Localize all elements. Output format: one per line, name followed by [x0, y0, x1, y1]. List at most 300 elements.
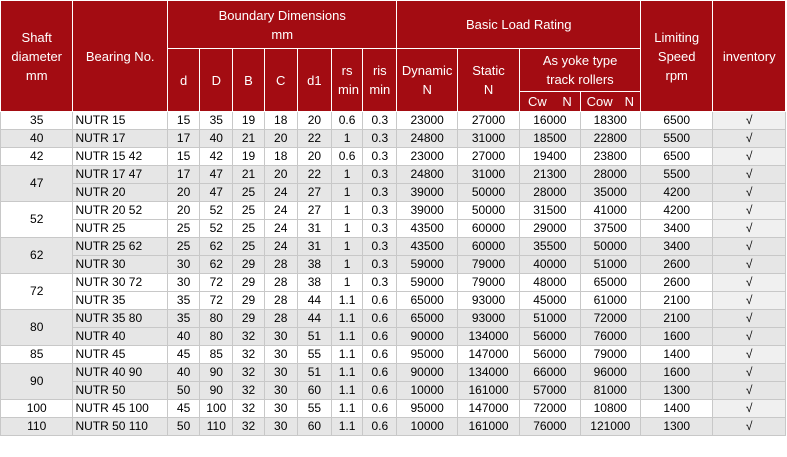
speed-cell: 2600: [640, 256, 712, 274]
D-cell: 72: [200, 274, 233, 292]
d-cell: 17: [168, 166, 200, 184]
inv-cell: √: [713, 112, 786, 130]
cw-cell: 48000: [520, 274, 580, 292]
cow-cell: 51000: [580, 256, 640, 274]
header-bearing-no: Bearing No.: [73, 1, 168, 112]
inv-cell: √: [713, 382, 786, 400]
inv-cell: √: [713, 418, 786, 436]
dynamic-cell: 65000: [397, 310, 457, 328]
D-cell: 52: [200, 220, 233, 238]
bearing-no-cell: NUTR 40 90: [73, 364, 168, 382]
header-d: d: [168, 49, 200, 112]
speed-cell: 4200: [640, 184, 712, 202]
dynamic-cell: 43500: [397, 238, 457, 256]
cow-cell: 35000: [580, 184, 640, 202]
static-cell: 27000: [457, 112, 519, 130]
inv-cell: √: [713, 148, 786, 166]
rs-cell: 1.1: [332, 328, 363, 346]
rs-cell: 1.1: [332, 382, 363, 400]
inv-cell: √: [713, 274, 786, 292]
rs-cell: 1.1: [332, 292, 363, 310]
B-cell: 21: [233, 130, 264, 148]
speed-cell: 3400: [640, 238, 712, 256]
table-row: [1, 112, 786, 130]
C-cell: 24: [264, 184, 297, 202]
header-boundary-dimensions: Boundary Dimensions mm: [168, 1, 397, 49]
cw-cell: 31500: [520, 202, 580, 220]
D-cell: 80: [200, 310, 233, 328]
bearing-no-cell: NUTR 30 72: [73, 274, 168, 292]
dynamic-cell: 90000: [397, 328, 457, 346]
speed-cell: 5500: [640, 166, 712, 184]
speed-cell: 6500: [640, 148, 712, 166]
dynamic-cell: 10000: [397, 382, 457, 400]
speed-cell: 1300: [640, 382, 712, 400]
static-cell: 134000: [457, 328, 519, 346]
shaft-diameter-cell: 72: [1, 274, 73, 310]
dynamic-cell: 95000: [397, 346, 457, 364]
ris-cell: 0.3: [363, 238, 397, 256]
cow-cell: 18300: [580, 112, 640, 130]
C-cell: 30: [264, 382, 297, 400]
shaft-diameter-cell: 52: [1, 202, 73, 238]
static-cell: 60000: [457, 238, 519, 256]
table-row: [1, 184, 786, 202]
D-cell: 110: [200, 418, 233, 436]
d-cell: 35: [168, 292, 200, 310]
D-cell: 100: [200, 400, 233, 418]
cow-cell: 37500: [580, 220, 640, 238]
speed-cell: 3400: [640, 220, 712, 238]
cw-cell: 16000: [520, 112, 580, 130]
table-row: [1, 274, 786, 292]
shaft-diameter-cell: 35: [1, 112, 73, 130]
shaft-diameter-cell: 110: [1, 418, 73, 436]
inv-cell: √: [713, 292, 786, 310]
d1-cell: 51: [297, 364, 331, 382]
bearing-no-cell: NUTR 45 100: [73, 400, 168, 418]
D-cell: 72: [200, 292, 233, 310]
C-cell: 28: [264, 274, 297, 292]
inv-cell: √: [713, 364, 786, 382]
rs-cell: 1: [332, 166, 363, 184]
header-static: Static N: [457, 49, 519, 112]
dynamic-cell: 59000: [397, 274, 457, 292]
bearing-no-cell: NUTR 25 62: [73, 238, 168, 256]
speed-cell: 1400: [640, 346, 712, 364]
D-cell: 62: [200, 238, 233, 256]
header-cw-label: Cw: [528, 94, 547, 109]
header-C: C: [264, 49, 297, 112]
inv-cell: √: [713, 256, 786, 274]
cw-cell: 57000: [520, 382, 580, 400]
speed-cell: 1600: [640, 364, 712, 382]
inv-cell: √: [713, 166, 786, 184]
cw-cell: 19400: [520, 148, 580, 166]
cw-cell: 21300: [520, 166, 580, 184]
rs-cell: 1: [332, 220, 363, 238]
table-row: [1, 238, 786, 256]
header-rs-min: rs min: [332, 49, 363, 112]
cow-cell: 72000: [580, 310, 640, 328]
dynamic-cell: 24800: [397, 130, 457, 148]
header-limiting-speed: Limiting Speed rpm: [640, 1, 712, 112]
d1-cell: 60: [297, 418, 331, 436]
header-B: B: [233, 49, 264, 112]
B-cell: 19: [233, 112, 264, 130]
cw-cell: 45000: [520, 292, 580, 310]
cw-cell: 29000: [520, 220, 580, 238]
static-cell: 147000: [457, 346, 519, 364]
B-cell: 32: [233, 346, 264, 364]
B-cell: 29: [233, 310, 264, 328]
d-cell: 17: [168, 130, 200, 148]
inv-cell: √: [713, 238, 786, 256]
static-cell: 31000: [457, 166, 519, 184]
C-cell: 18: [264, 112, 297, 130]
d-cell: 15: [168, 112, 200, 130]
speed-cell: 1400: [640, 400, 712, 418]
ris-cell: 0.3: [363, 256, 397, 274]
inv-cell: √: [713, 328, 786, 346]
C-cell: 24: [264, 220, 297, 238]
B-cell: 32: [233, 328, 264, 346]
static-cell: 79000: [457, 256, 519, 274]
header-cow-label: Cow: [586, 94, 613, 109]
B-cell: 21: [233, 166, 264, 184]
ris-cell: 0.3: [363, 274, 397, 292]
cow-cell: 41000: [580, 202, 640, 220]
header-inventory: inventory: [713, 1, 786, 112]
D-cell: 85: [200, 346, 233, 364]
d1-cell: 20: [297, 148, 331, 166]
ris-cell: 0.6: [363, 346, 397, 364]
cow-cell: 76000: [580, 328, 640, 346]
rs-cell: 1: [332, 238, 363, 256]
speed-cell: 1300: [640, 418, 712, 436]
D-cell: 90: [200, 364, 233, 382]
d-cell: 25: [168, 220, 200, 238]
table-row: [1, 346, 786, 364]
bearing-no-cell: NUTR 50: [73, 382, 168, 400]
rs-cell: 1.1: [332, 310, 363, 328]
static-cell: 79000: [457, 274, 519, 292]
inv-cell: √: [713, 130, 786, 148]
C-cell: 30: [264, 346, 297, 364]
table-row: [1, 220, 786, 238]
d-cell: 50: [168, 382, 200, 400]
speed-cell: 2600: [640, 274, 712, 292]
static-cell: 27000: [457, 148, 519, 166]
d1-cell: 38: [297, 256, 331, 274]
d1-cell: 51: [297, 328, 331, 346]
cow-cell: 22800: [580, 130, 640, 148]
table-row: [1, 364, 786, 382]
speed-cell: 6500: [640, 112, 712, 130]
B-cell: 19: [233, 148, 264, 166]
B-cell: 32: [233, 400, 264, 418]
dynamic-cell: 90000: [397, 364, 457, 382]
header-shaft-diameter: Shaft diameter mm: [1, 1, 73, 112]
inv-cell: √: [713, 220, 786, 238]
d1-cell: 55: [297, 346, 331, 364]
B-cell: 29: [233, 256, 264, 274]
dynamic-cell: 43500: [397, 220, 457, 238]
D-cell: 90: [200, 382, 233, 400]
B-cell: 25: [233, 202, 264, 220]
d-cell: 25: [168, 238, 200, 256]
speed-cell: 4200: [640, 202, 712, 220]
rs-cell: 1: [332, 130, 363, 148]
rs-cell: 1: [332, 274, 363, 292]
ris-cell: 0.6: [363, 400, 397, 418]
d1-cell: 44: [297, 292, 331, 310]
table-row: [1, 328, 786, 346]
cow-cell: 23800: [580, 148, 640, 166]
shaft-diameter-cell: 47: [1, 166, 73, 202]
static-cell: 31000: [457, 130, 519, 148]
C-cell: 28: [264, 256, 297, 274]
shaft-diameter-cell: 40: [1, 130, 73, 148]
d-cell: 45: [168, 400, 200, 418]
d-cell: 20: [168, 202, 200, 220]
table-row: [1, 166, 786, 184]
table-row: [1, 256, 786, 274]
bearing-no-cell: NUTR 35 80: [73, 310, 168, 328]
bearing-no-cell: NUTR 17 47: [73, 166, 168, 184]
d1-cell: 27: [297, 202, 331, 220]
static-cell: 93000: [457, 310, 519, 328]
speed-cell: 5500: [640, 130, 712, 148]
d1-cell: 44: [297, 310, 331, 328]
static-cell: 161000: [457, 382, 519, 400]
d1-cell: 22: [297, 130, 331, 148]
D-cell: 47: [200, 184, 233, 202]
C-cell: 24: [264, 238, 297, 256]
rs-cell: 1: [332, 256, 363, 274]
cw-cell: 35500: [520, 238, 580, 256]
D-cell: 40: [200, 130, 233, 148]
static-cell: 50000: [457, 184, 519, 202]
ris-cell: 0.6: [363, 292, 397, 310]
d-cell: 50: [168, 418, 200, 436]
table-row: [1, 292, 786, 310]
shaft-diameter-cell: 42: [1, 148, 73, 166]
D-cell: 42: [200, 148, 233, 166]
d1-cell: 22: [297, 166, 331, 184]
dynamic-cell: 65000: [397, 292, 457, 310]
B-cell: 32: [233, 382, 264, 400]
inv-cell: √: [713, 346, 786, 364]
inv-cell: √: [713, 202, 786, 220]
dynamic-cell: 10000: [397, 418, 457, 436]
cow-cell: 10800: [580, 400, 640, 418]
B-cell: 25: [233, 220, 264, 238]
cow-cell: 65000: [580, 274, 640, 292]
B-cell: 29: [233, 292, 264, 310]
ris-cell: 0.6: [363, 418, 397, 436]
d-cell: 15: [168, 148, 200, 166]
cow-cell: 50000: [580, 238, 640, 256]
ris-cell: 0.3: [363, 166, 397, 184]
cow-cell: 121000: [580, 418, 640, 436]
rs-cell: 1.1: [332, 400, 363, 418]
d1-cell: 38: [297, 274, 331, 292]
inv-cell: √: [713, 310, 786, 328]
C-cell: 28: [264, 310, 297, 328]
shaft-diameter-cell: 100: [1, 400, 73, 418]
speed-cell: 2100: [640, 310, 712, 328]
header-d1: d1: [297, 49, 331, 112]
table-row: [1, 148, 786, 166]
rs-cell: 1.1: [332, 364, 363, 382]
table-row: [1, 310, 786, 328]
cw-cell: 72000: [520, 400, 580, 418]
shaft-diameter-cell: 80: [1, 310, 73, 346]
header-yoke-track-rollers: As yoke type track rollers: [520, 49, 641, 92]
d1-cell: 60: [297, 382, 331, 400]
C-cell: 30: [264, 418, 297, 436]
bearing-no-cell: NUTR 20 52: [73, 202, 168, 220]
static-cell: 161000: [457, 418, 519, 436]
B-cell: 32: [233, 364, 264, 382]
static-cell: 147000: [457, 400, 519, 418]
C-cell: 30: [264, 364, 297, 382]
D-cell: 35: [200, 112, 233, 130]
dynamic-cell: 95000: [397, 400, 457, 418]
bearing-no-cell: NUTR 25: [73, 220, 168, 238]
cw-cell: 56000: [520, 346, 580, 364]
header-cow: [580, 92, 640, 112]
d-cell: 20: [168, 184, 200, 202]
d1-cell: 55: [297, 400, 331, 418]
dynamic-cell: 59000: [397, 256, 457, 274]
B-cell: 25: [233, 184, 264, 202]
ris-cell: 0.6: [363, 364, 397, 382]
dynamic-cell: 23000: [397, 112, 457, 130]
static-cell: 93000: [457, 292, 519, 310]
ris-cell: 0.3: [363, 130, 397, 148]
bearing-no-cell: NUTR 15: [73, 112, 168, 130]
d1-cell: 27: [297, 184, 331, 202]
bearing-no-cell: NUTR 40: [73, 328, 168, 346]
ris-cell: 0.6: [363, 328, 397, 346]
bearing-no-cell: NUTR 45: [73, 346, 168, 364]
ris-cell: 0.3: [363, 148, 397, 166]
dynamic-cell: 23000: [397, 148, 457, 166]
C-cell: 20: [264, 130, 297, 148]
static-cell: 50000: [457, 202, 519, 220]
static-cell: 134000: [457, 364, 519, 382]
cw-cell: 40000: [520, 256, 580, 274]
C-cell: 30: [264, 400, 297, 418]
cow-cell: 79000: [580, 346, 640, 364]
header-basic-load-rating: Basic Load Rating: [397, 1, 641, 49]
cw-cell: 76000: [520, 418, 580, 436]
header-cw-unit: N: [562, 94, 572, 109]
cow-cell: 96000: [580, 364, 640, 382]
rs-cell: 1.1: [332, 346, 363, 364]
d-cell: 30: [168, 274, 200, 292]
bearing-no-cell: NUTR 17: [73, 130, 168, 148]
rs-cell: 0.6: [332, 112, 363, 130]
bearing-no-cell: NUTR 35: [73, 292, 168, 310]
ris-cell: 0.3: [363, 202, 397, 220]
table-row: [1, 202, 786, 220]
rs-cell: 0.6: [332, 148, 363, 166]
C-cell: 28: [264, 292, 297, 310]
shaft-diameter-cell: 90: [1, 364, 73, 400]
cw-cell: 56000: [520, 328, 580, 346]
bearing-no-cell: NUTR 50 110: [73, 418, 168, 436]
C-cell: 18: [264, 148, 297, 166]
B-cell: 32: [233, 418, 264, 436]
header-D: D: [200, 49, 233, 112]
dynamic-cell: 39000: [397, 184, 457, 202]
header-dynamic: Dynamic N: [397, 49, 457, 112]
speed-cell: 1600: [640, 328, 712, 346]
d-cell: 40: [168, 328, 200, 346]
cow-cell: 81000: [580, 382, 640, 400]
static-cell: 60000: [457, 220, 519, 238]
ris-cell: 0.3: [363, 184, 397, 202]
rs-cell: 1: [332, 202, 363, 220]
table-row: [1, 418, 786, 436]
B-cell: 25: [233, 238, 264, 256]
D-cell: 80: [200, 328, 233, 346]
ris-cell: 0.3: [363, 112, 397, 130]
dynamic-cell: 39000: [397, 202, 457, 220]
header-cow-unit: N: [624, 94, 634, 109]
header-cw: [520, 92, 580, 112]
shaft-diameter-cell: 62: [1, 238, 73, 274]
table-body: [1, 112, 786, 436]
table-row: [1, 400, 786, 418]
cw-cell: 18500: [520, 130, 580, 148]
bearing-no-cell: NUTR 20: [73, 184, 168, 202]
d1-cell: 31: [297, 238, 331, 256]
rs-cell: 1: [332, 184, 363, 202]
d1-cell: 20: [297, 112, 331, 130]
C-cell: 30: [264, 328, 297, 346]
ris-cell: 0.6: [363, 310, 397, 328]
d-cell: 35: [168, 310, 200, 328]
D-cell: 47: [200, 166, 233, 184]
table-row: [1, 130, 786, 148]
cow-cell: 61000: [580, 292, 640, 310]
cow-cell: 28000: [580, 166, 640, 184]
d-cell: 45: [168, 346, 200, 364]
ris-cell: 0.3: [363, 220, 397, 238]
dynamic-cell: 24800: [397, 166, 457, 184]
ris-cell: 0.6: [363, 382, 397, 400]
bearing-no-cell: NUTR 15 42: [73, 148, 168, 166]
B-cell: 29: [233, 274, 264, 292]
d-cell: 40: [168, 364, 200, 382]
shaft-diameter-cell: 85: [1, 346, 73, 364]
inv-cell: √: [713, 400, 786, 418]
table-header: [1, 1, 786, 112]
inv-cell: √: [713, 184, 786, 202]
d1-cell: 31: [297, 220, 331, 238]
cw-cell: 51000: [520, 310, 580, 328]
bearing-no-cell: NUTR 30: [73, 256, 168, 274]
rs-cell: 1.1: [332, 418, 363, 436]
speed-cell: 2100: [640, 292, 712, 310]
d-cell: 30: [168, 256, 200, 274]
C-cell: 24: [264, 202, 297, 220]
header-ris-min: ris min: [363, 49, 397, 112]
